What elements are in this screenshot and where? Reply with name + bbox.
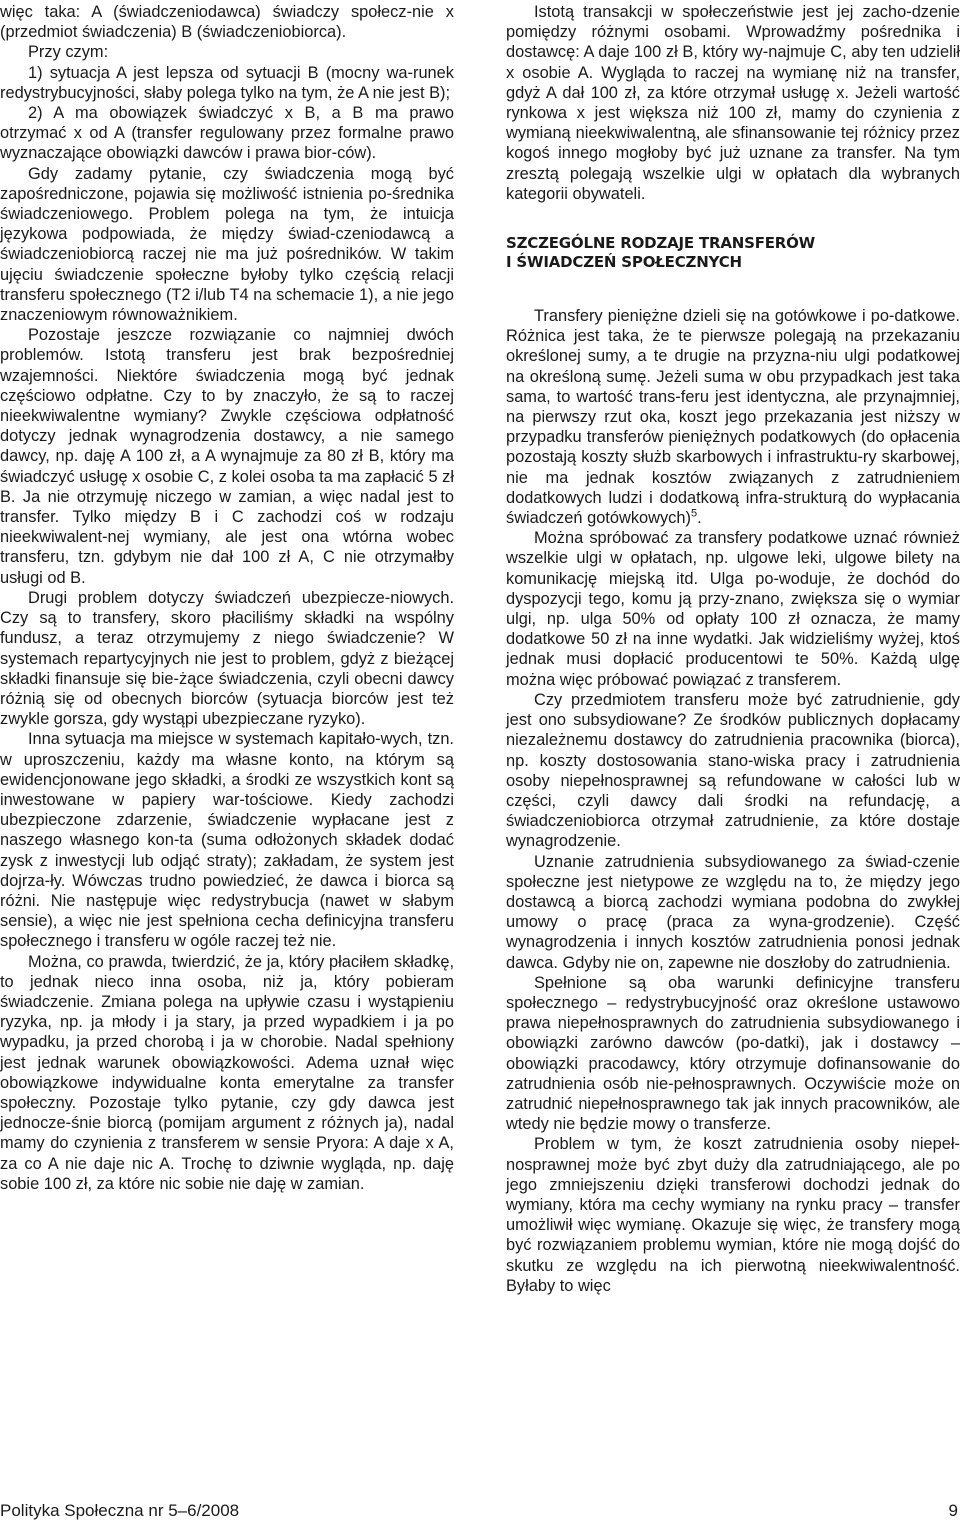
page-number: 9 bbox=[948, 1501, 958, 1520]
journal-name: Polityka Społeczna nr 5–6/2008 bbox=[0, 1501, 240, 1520]
footnote-marker: 5 bbox=[690, 507, 698, 520]
list-item: 2) A ma obowiązek świadczyć x B, a B ma prawo otrzymać x od A (transfer regulowany przez formalne prawo wyznaczające obowiązki dawców i prawa bior-ców). bbox=[0, 104, 454, 163]
paragraph: Uznanie zatrudnienia subsydiowanego za świad-czenie społeczne jest nietypowe ze względu na to, że między jego dostawcą a biorcą zachodzi wymiana podobna do zwykłej umowy o pracę (praca za wyna-grodzenie). Część wynagrodzenia i innych kosztów zatrudnienia ponosi jednak dawca. Gdyby nie on, zapewne nie doszłoby do zatrudnienia. bbox=[506, 852, 960, 972]
paragraph: Istotą transakcji w społeczeństwie jest jej zacho-dzenie pomiędzy różnymi osobami. Wprowadźmy pośrednika i dostawcę: A daje 100 zł B, który wy-najmuje C, aby ten udzielił x osobie A. Wygląda to raczej na wymianę niż na transfer, gdyż A dał 100 zł, za które otrzymał usługę x. Jeżeli wartość rynkowa x jest większa niż 100 zł, mamy do czynienia z wymianą nieekwiwalentną, ale sfinansowanie tej różnicy przez kogoś innego mogłoby być już uznane za transfer. Na tym zresztą polegają wszelkie ulgi w opłatach dla wybranych kategorii obywateli. bbox=[506, 3, 960, 203]
paragraph: Można, co prawda, twierdzić, że ja, który płaciłem składkę, to jednak nieco inna osoba, niż ja, który pobieram świadczenie. Zmiana polega na upływie czasu i wystąpieniu ryzyka, np. ja młody i ja stary, ja przed wypadkiem i ja po wypadku, ja przed chorobą i ja w chorobie. Nadal spełniony jest jednak warunek obowiązkowości. Adema uznał więc obowiązkowe indywidualne konta emerytalne za transfer społeczny. Pozostaje tylko pytanie, czy gdy dawca jest jednocze-śnie biorcą (pomijam argument z różnych ja), nadal mamy do czynienia z transferem w sensie Pryora: A daje x A, za co A nie daje nic A. Trochę to dziwnie wygląda, np. daję sobie 100 zł, za które nic sobie nie daję w zamian. bbox=[0, 952, 454, 1193]
paragraph: Czy przedmiotem transferu może być zatrudnienie, gdy jest ono subsydiowane? Ze środków publicznych dopłacamy niezależnemu dostawcy do zatrudnienia pracownika (biorca), np. koszty dostosowania stano-wiska pracy i zatrudnienia osoby niepełnosprawnej są refundowane w całości lub w części, czyli dawcy dali środki na refundację, a świadczeniobiorca otrzymał zatrudnienie, za które dostaje wynagrodzenie. bbox=[506, 690, 960, 851]
paragraph: Pozostaje jeszcze rozwiązanie co najmniej dwóch problemów. Istotą transferu jest brak bezpośredniej wzajemności. Niektóre świadczenia mogą być jednak częściowo odpłatne. Czy to by znaczyło, że są to raczej nieekwiwalentne wymiany? Zwykle częściowa odpłatność dotyczy jednak wynagrodzenia dostawcy, a nie samego dawcy, np. daję A 100 zł, a A wynajmuje za 80 zł B, który ma świadczyć usługę x osobie C, z kolei osoba ta ma zapłacić 5 zł B. Ja nie otrzymuję niczego w zamian, a więc nadal jest to transfer. Tylko między B i C zachodzi coś w rodzaju nieekwiwalent-nej wymiany, ale jest ona wtórna wobec transferu, tzn. gdybym nie dał 100 zł A, C nie otrzymałby usługi od B. bbox=[0, 326, 454, 587]
section-heading-line: SZCZEGÓLNE RODZAJE TRANSFERÓW bbox=[506, 234, 816, 253]
section-heading-line: I ŚWIADCZEŃ SPOŁECZNYCH bbox=[506, 253, 742, 272]
paragraph: Można spróbować za transfery podatkowe uznać również wszelkie ulgi w opłatach, np. ulgowe leki, ulgowe bilety na komunikację miejską itd. Ulga po-woduje, że dochód do dyspozycji tego, komu ją przy-znano, zwiększa się o wymiar ulgi, np. ulga 50% od opłaty 100 zł oznacza, że mamy dodatkowe 50 zł na inne wydatki. Jak widzieliśmy wyżej, ktoś jednak musi dopłacić producentowi te 50%. Każdą ulgę można więc próbować powiązać z transferem. bbox=[506, 529, 960, 689]
paragraph: Problem w tym, że koszt zatrudnienia osoby niepeł-nosprawnej może być zbyt duży dla zatrudniającego, ale po jego zmniejszeniu dzięki transferowi dochodzi jednak do wymiany, która ma cechy wymiany na rynku pracy – transfer umożliwił więc wymianę. Okazuje się więc, że transfery mogą być rozwiązaniem problemu wymian, które nie mogą dojść do skutku ze względu na ich pierwotną nieekwiwalentność. Byłaby to więc bbox=[506, 1135, 960, 1295]
paragraph: Gdy zadamy pytanie, czy świadczenia mogą być zapośredniczone, pojawia się możliwość istnienia po-średnika świadczeniowego. Problem polega na tym, że intuicja językowa podpowiada, że między świad-czeniodawcą a świadczeniobiorcą raczej nie ma już pośredników. W takim ujęciu świadczenie społeczne byłoby tylko częścią relacji transferu społecznego (T2 i/lub T4 na schemacie 1), a nie jego znaczeniowym równoważnikiem. bbox=[0, 164, 454, 325]
paragraph: więc taka: A (świadczeniodawca) świadczy społecz-nie x (przedmiot świadczenia) B (świadczeniobiorca). bbox=[0, 3, 454, 42]
paragraph: Drugi problem dotyczy świadczeń ubezpiecze-niowych. Czy są to transfery, skoro płaciliśmy składki na wspólny fundusz, a teraz otrzymujemy z niego świadczenie? W systemach repartycyjnych nie jest to problem, gdyż z bieżącej składki finansuje się bie-żące świadczenia, czyli obecni dawcy różnią się od obecnych biorców (sytuacja biorców jest też zwykle gorsza, gdy wystąpi ubezpieczane ryzyko). bbox=[0, 588, 454, 729]
paragraph: Spełnione są oba warunki definicyjne transferu społecznego – redystrybucyjność oraz określone ustawowo prawa niepełnosprawnych do zatrudnienia subsydiowanego i obowiązki zarówno dawców (po-datki), jak i dostawcy – obowiązki pracodawcy, który otrzymuje dofinansowanie do zatrudnienia osób nie-pełnosprawnych. Oczywiście może on zatrudnić niepełnosprawnego tak jak innych pracowników, ale wtedy nie będzie mowy o transferze. bbox=[506, 973, 960, 1134]
paragraph bbox=[506, 306, 960, 528]
paragraph-end: . bbox=[697, 509, 702, 528]
right-column bbox=[506, 2, 960, 1296]
paragraph: Przy czym: bbox=[28, 43, 109, 62]
section-heading bbox=[506, 234, 960, 272]
paragraph-text: Transfery pieniężne dzieli się na gotówkowe i po-datkowe. Różnica jest taka, że te pierwsze polegają na przekazaniu określonej sumy, a te drugie na przyzna-niu ulgi podatkowej na określoną sumę. Jeżeli suma w obu przypadkach jest taka sama, to wartość trans-feru jest identyczna, ale przynajmniej, na pierwszy rzut oka, koszt jego przekazania jest niższy w przypadku transferów pieniężnych podatkowych (do opłacenia pozostają koszty służb skarbowych i infrastruktu-ry skarbowej, nie ma jednak kosztów związanych z zatrudnieniem dodatkowych ludzi i dodatkową infra-strukturą do wypłacania świadczeń gotówkowych) bbox=[506, 307, 960, 528]
paragraph: Inna sytuacja ma miejsce w systemach kapitało-wych, tzn. w uproszczeniu, każdy ma własne konto, na którym są ewidencjonowane jego składki, a środki ze wszystkich kont są inwestowane w papiery war-tościowe. Kiedy zachodzi ubezpieczone zdarzenie, świadczenie wypłacane jest z naszego własnego kon-ta (suma odłożonych składek dodać zysk z inwestycji lub odjąć straty); zakładam, że system jest dojrza-ły. Wówczas trudno powiedzieć, że dawca i biorca są różni. Nie następuje więc redystrybucja (nawet w słabym sensie), a więc nie jest spełniona cecha definicyjna transferu społecznego i transferu w ogóle raczej też nie. bbox=[0, 730, 454, 951]
left-column bbox=[0, 2, 454, 1194]
list-item: 1) sytuacja A jest lepsza od sytuacji B (mocny wa-runek redystrybucyjności, słaby polega tylko na tym, że A nie jest B); bbox=[0, 63, 454, 102]
